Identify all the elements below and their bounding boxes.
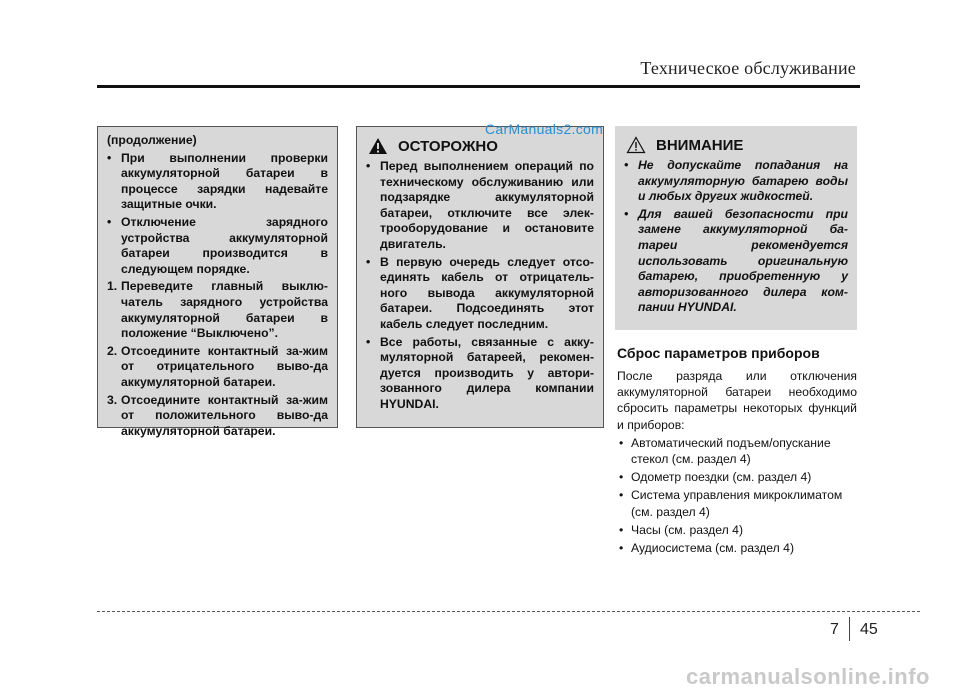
- warning-heading: ОСТОРОЖНО: [368, 137, 594, 155]
- section-body: [617, 368, 857, 556]
- caution-box: [615, 126, 857, 330]
- list-item: • Аудиосистема (см. раздел 4): [619, 541, 795, 556]
- continuation-box: [97, 126, 338, 438]
- warning-icon: [368, 137, 388, 155]
- list-item: • В первую очередь следует отсо-единять кабель от отрицатель-ного вывода аккумуляторной батареи. Подсоединять этот кабель следует последним.: [366, 254, 594, 331]
- list-item: 2. Отсоедините контактный за-жим от отрицательного выво-да аккумуляторной батареи.: [107, 343, 328, 389]
- list-item: • Перед выполнением операций по техническому обслуживанию или подзарядке аккумуляторной батареи, отключите все элек-трооборудование и остановите двигатель.: [366, 159, 594, 251]
- list-item: 1. Переведите главный выклю-чатель зарядного устройства аккумуляторной батареи в положение “Выключено”.: [107, 279, 328, 341]
- running-header-title: Техническое обслуживание: [640, 58, 856, 78]
- section-title: Сброс параметров приборов: [617, 345, 820, 361]
- list-item: • Автоматический подъем/опускание стекол (см. раздел 4): [619, 435, 831, 467]
- list-item: • При выполнении проверки аккумуляторной батареи в процессе зарядки надевайте защитные очки.: [107, 150, 328, 212]
- watermark-top: CarManuals2.com: [485, 121, 604, 137]
- header-rule: [97, 85, 860, 88]
- continuation-label: (продолжение): [107, 133, 197, 147]
- list-item: • Все работы, связанные с акку-муляторной батареей, рекомен-дуется производить у автори-зованного дилера компании HYUNDAI.: [366, 334, 594, 411]
- list-item: • Для вашей безопасности при замене аккумуляторной ба-тареи рекомендуется использовать оригинальную батарею, приобретенную у авторизованного дилера ком-пании HYUNDAI.: [624, 206, 848, 315]
- warning-box: [356, 126, 604, 428]
- footer-rule: [97, 611, 920, 612]
- list-item: • Отключение зарядного устройства аккумуляторной батареи производится в следующем порядке.: [107, 214, 328, 276]
- watermark-bottom: carmanualsonline.info: [686, 664, 930, 689]
- list-item: • Система управления микроклиматом (см. раздел 4): [619, 488, 843, 519]
- list-item: • Не допускайте попадания на аккумуляторную батарею воды и любых других жидкостей.: [624, 158, 848, 204]
- list-item: • Одометр поездки (см. раздел 4): [619, 470, 812, 485]
- list-item: 3. Отсоедините контактный за-жим от положительного выво-да аккумуляторной батареи.: [107, 392, 328, 438]
- chapter-number: 7: [830, 621, 839, 638]
- caution-icon: [626, 136, 646, 154]
- section-paragraph: После разряда или отключения аккумуляторной батареи необходимо сбросить параметры некоторых функций и приборов:: [617, 369, 857, 432]
- page-number: 45: [860, 621, 878, 638]
- page-number-separator: [849, 617, 850, 641]
- list-item: • Часы (см. раздел 4): [619, 522, 744, 537]
- caution-heading: ВНИМАНИЕ: [626, 136, 848, 154]
